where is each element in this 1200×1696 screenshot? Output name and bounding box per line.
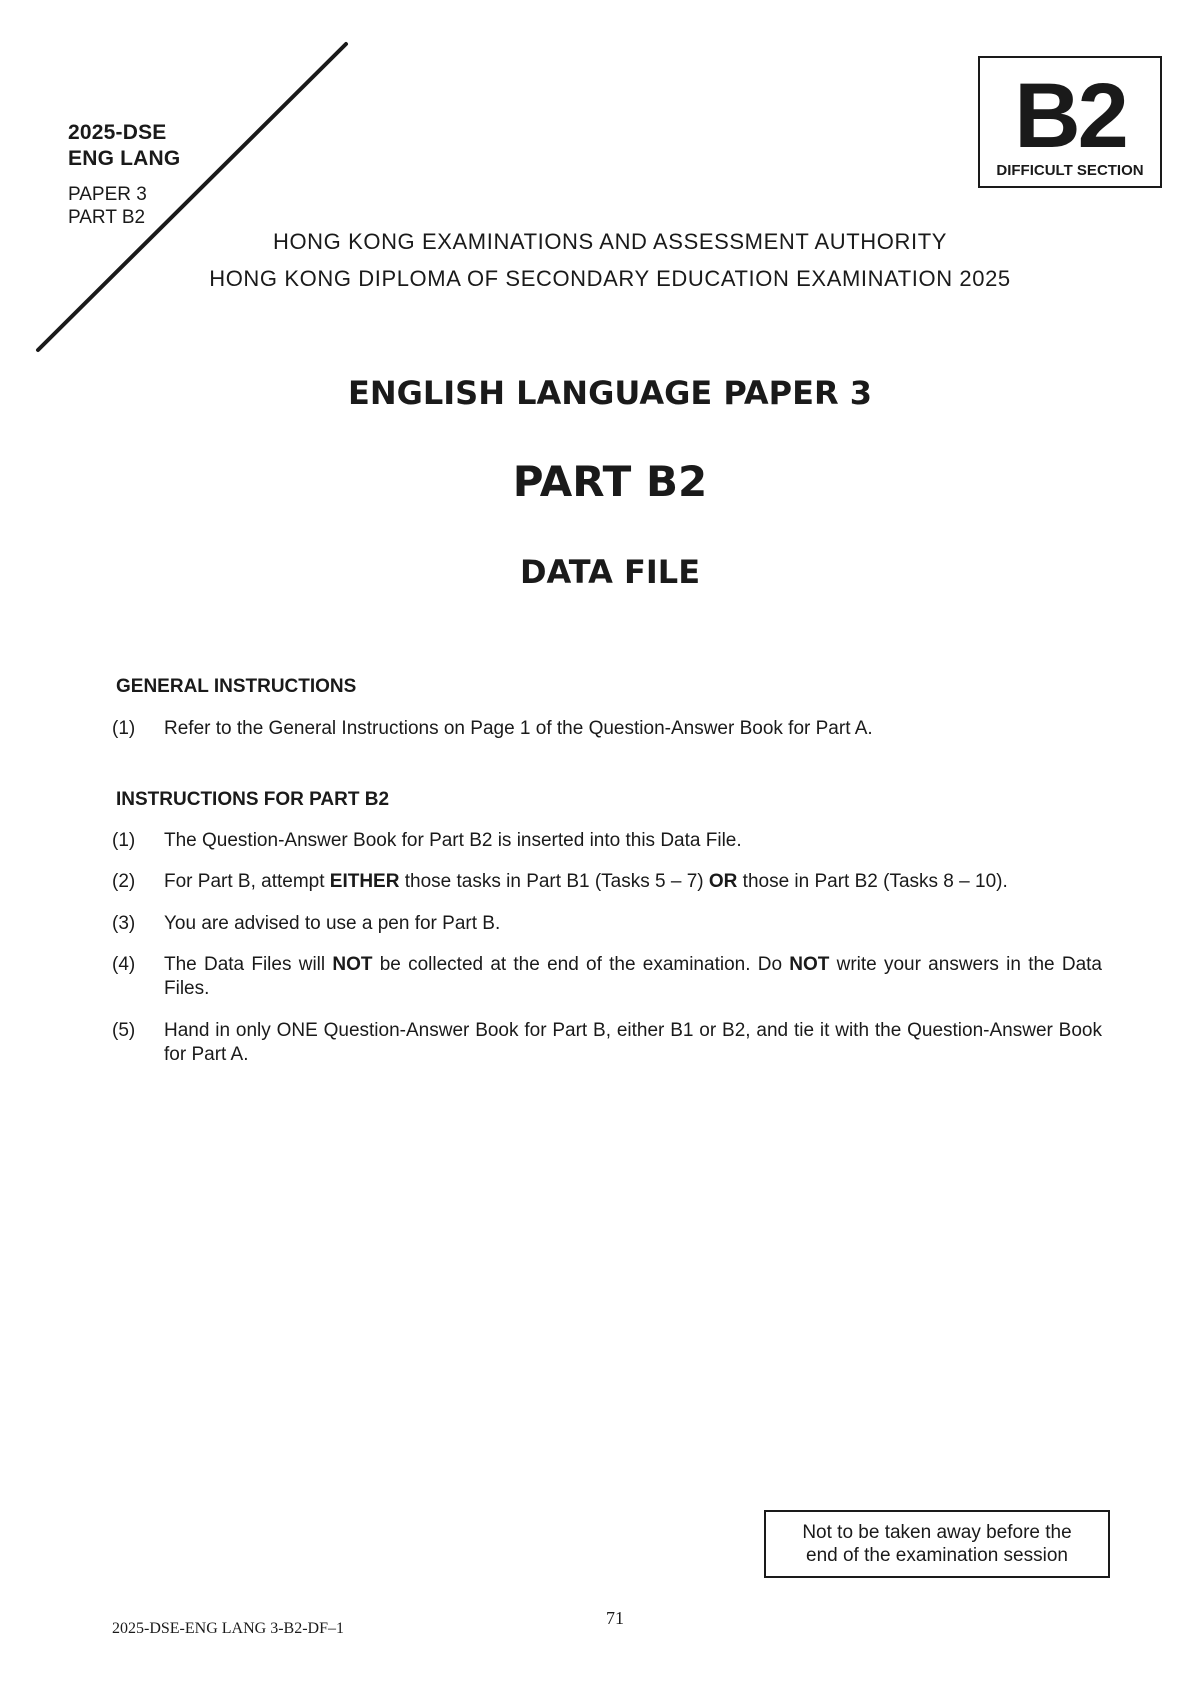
section-badge [978, 56, 1162, 188]
item-text: Hand in only ONE Question-Answer Book for Part B, either B1 or B2, and tie it with the Question-Answer Book for Part A. [164, 1020, 1102, 1065]
item-number: (5) [112, 1020, 136, 1041]
item-text: Refer to the General Instructions on Page 1 of the Question-Answer Book for Part A. [164, 718, 873, 739]
item-text: The Question-Answer Book for Part B2 is inserted into this Data File. [164, 830, 742, 851]
item-number: (1) [112, 830, 136, 851]
notice-line-2: end of the examination session [806, 1545, 1068, 1566]
data-file-title: DATA FILE [519, 553, 701, 591]
emphasis-or: OR [708, 871, 738, 892]
item-text: For Part B, attempt EITHER those tasks in Part B1 (Tasks 5 – 7) OR those in Part B2 (Tasks 8 – 10). [164, 871, 1008, 892]
paper-label: PAPER 3 [68, 184, 147, 205]
examination-name: HONG KONG DIPLOMA OF SECONDARY EDUCATION EXAMINATION 2025 [209, 266, 1011, 291]
item-number: (2) [112, 871, 136, 892]
part-title: PART B2 [512, 457, 708, 506]
emphasis-either: EITHER [329, 871, 400, 892]
instruction-item-5 [112, 1019, 1102, 1067]
general-instructions-heading: GENERAL INSTRUCTIONS [116, 676, 357, 697]
section-badge-letter: B2 [1014, 65, 1126, 167]
section-badge-label: DIFFICULT SECTION [996, 162, 1144, 179]
part-label: PART B2 [68, 207, 146, 228]
item-text: You are advised to use a pen for Part B. [164, 913, 501, 934]
item-number: (3) [112, 913, 136, 934]
item-number: (4) [112, 954, 136, 975]
diagonal-slash-line [0, 0, 400, 380]
authority-name: HONG KONG EXAMINATIONS AND ASSESSMENT AUTHORITY [272, 229, 948, 254]
emphasis-not: NOT [332, 954, 373, 975]
instruction-item-4 [112, 953, 1102, 1001]
instruction-item-1 [112, 829, 1102, 853]
part-instructions-heading: INSTRUCTIONS FOR PART B2 [116, 789, 390, 810]
instruction-item-2 [112, 870, 1102, 894]
notice-line-1: Not to be taken away before the [802, 1522, 1072, 1543]
instruction-item-3 [112, 912, 1102, 936]
item-text: The Data Files will NOT be collected at the end of the examination. Do NOT write your answers in the Data Files. [164, 954, 1102, 999]
subject-code-year: 2025-DSE [68, 121, 167, 144]
general-instruction-item [112, 717, 1102, 741]
subject-code-subject: ENG LANG [68, 147, 181, 170]
item-number: (1) [112, 718, 136, 739]
emphasis-not: NOT [789, 954, 830, 975]
notice-box [764, 1510, 1110, 1578]
paper-title: ENGLISH LANGUAGE PAPER 3 [347, 374, 873, 412]
page-number: 71 [606, 1608, 624, 1628]
document-code: 2025-DSE-ENG LANG 3-B2-DF–1 [112, 1620, 344, 1637]
